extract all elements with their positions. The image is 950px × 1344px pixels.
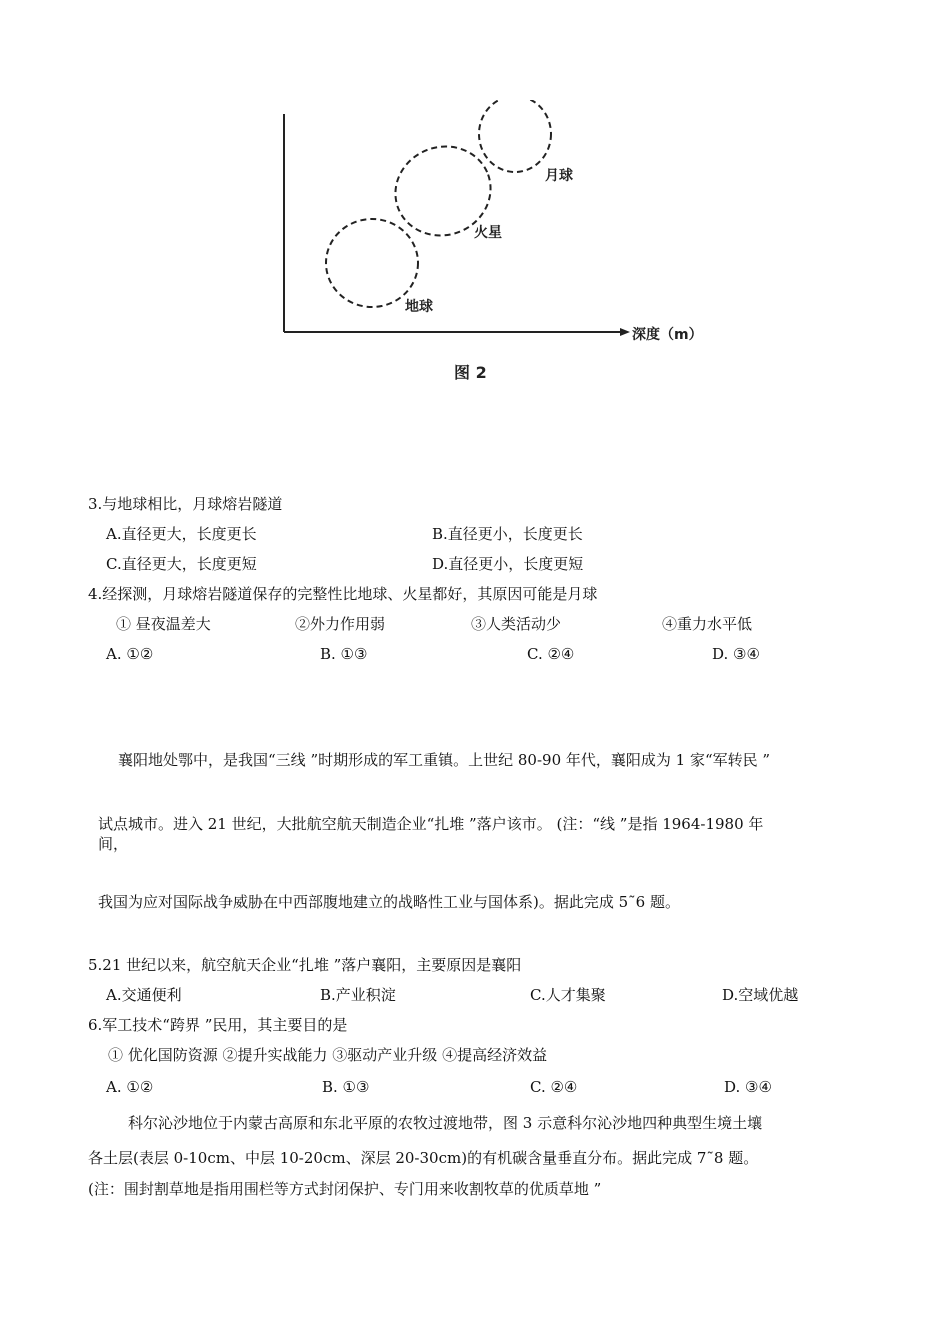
lava-tube-chart <box>260 100 720 390</box>
q4-item-2: ②外力作用弱 <box>295 615 386 633</box>
q3-option-d: D.直径更小，长度更短 <box>432 555 584 573</box>
q4-item-3: ③人类活动少 <box>471 615 562 633</box>
q4-option-b: B. ①③ <box>320 645 368 663</box>
q6-stem: 6.军工技术“跨界 ”民用，其主要目的是 <box>88 1016 348 1034</box>
q4-item-4: ④重力水平低 <box>662 615 753 633</box>
q6-option-d: D. ③④ <box>724 1078 772 1096</box>
q4-option-d: D. ③④ <box>712 645 760 663</box>
earth-label: 地球 <box>405 299 433 315</box>
q4-option-c: C. ②④ <box>527 645 575 663</box>
passage2-line-2: 各土层(表层 0-10cm、中层 10-20cm、深层 20-30cm)的有机碳含量垂直分布。据此完成 7˜8 题。 <box>88 1149 759 1167</box>
q4-item-1: ① 昼夜温差大 <box>116 615 211 633</box>
moon-ellipse <box>479 100 551 172</box>
q6-items: ① 优化国防资源 ②提升实战能力 ③驱动产业升级 ④提高经济效益 <box>108 1046 548 1064</box>
x-axis-label: 深度（m） <box>632 327 703 343</box>
q5-stem: 5.21 世纪以来，航空航天企业“扎堆 ”落户襄阳，主要原因是襄阳 <box>88 956 522 974</box>
figure-caption: 图 2 <box>454 363 487 382</box>
q6-option-a: A. ①② <box>106 1078 154 1096</box>
q6-option-b: B. ①③ <box>322 1078 370 1096</box>
passage2-line-1: 科尔沁沙地位于内蒙古高原和东北平原的农牧过渡地带，图 3 示意科尔沁沙地四种典型生境土壤 <box>128 1114 763 1132</box>
q5-option-b: B.产业积淀 <box>320 986 396 1004</box>
passage1-line-2: 试点城市。进入 21 世纪，大批航空航天制造企业“扎堆 ”落户该市。 (注：“线 ”是指 1964-1980 年 <box>98 815 764 833</box>
q5-option-d: D.空域优越 <box>722 986 799 1004</box>
q3-option-b: B.直径更小，长度更长 <box>432 525 583 543</box>
q6-option-c: C. ②④ <box>530 1078 578 1096</box>
moon-label: 月球 <box>545 168 573 184</box>
earth-ellipse <box>326 219 418 307</box>
passage1-line-4: 我国为应对国际战争威胁在中西部腹地建立的战略性工业与国体系)。据此完成 5˜6 题。 <box>98 893 680 911</box>
q4-option-a: A. ①② <box>106 645 154 663</box>
figure-2 <box>260 100 720 390</box>
q3-option-a: A.直径更大，长度更长 <box>106 525 257 543</box>
passage2-line-3: (注：围封割草地是指用围栏等方式封闭保护、专门用来收割牧草的优质草地 ” <box>88 1180 602 1198</box>
q3-option-c: C.直径更大，长度更短 <box>106 555 257 573</box>
passage1-line-3: 间， <box>98 835 129 853</box>
mars-label: 火星 <box>474 225 502 241</box>
x-axis-arrow <box>620 328 630 336</box>
q5-option-a: A.交通便利 <box>106 986 182 1004</box>
q4-stem: 4.经探测，月球熔岩隧道保存的完整性比地球、火星都好，其原因可能是月球 <box>88 585 598 603</box>
passage1-line-1: 襄阳地处鄂中，是我国“三线 ”时期形成的军工重镇。上世纪 80-90 年代，襄阳成为 1 家“军转民 ” <box>118 751 771 769</box>
q3-stem: 3.与地球相比，月球熔岩隧道 <box>88 495 283 513</box>
q5-option-c: C.人才集聚 <box>530 986 606 1004</box>
